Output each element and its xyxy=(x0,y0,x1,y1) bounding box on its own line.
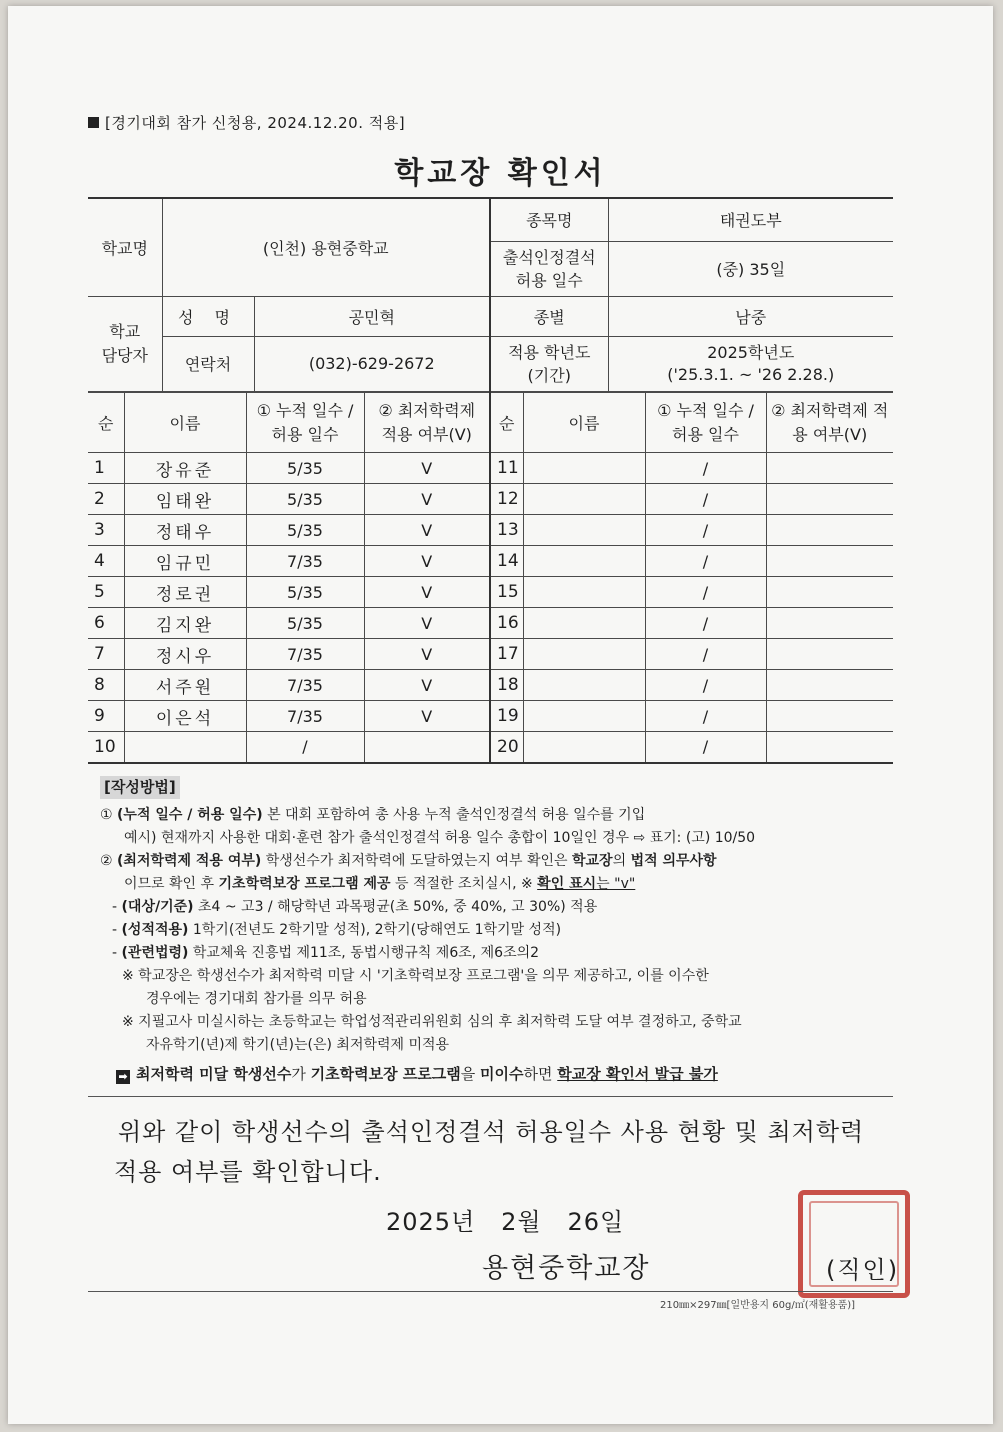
cell-check: V xyxy=(364,453,490,484)
instructions-label: [작성방법] xyxy=(100,776,180,799)
cell-days: 5/35 xyxy=(246,453,364,484)
circle-2: ② xyxy=(100,853,113,869)
cell-days: / xyxy=(645,701,766,732)
warning-g: 학교장 확인서 발급 불가 xyxy=(557,1065,718,1083)
cell-name: 정로권 xyxy=(124,577,246,608)
roster-header-row xyxy=(88,393,893,453)
writing-instructions xyxy=(100,776,900,1086)
instruction-2-cont xyxy=(100,873,900,896)
cell-name xyxy=(523,453,645,484)
cell-check xyxy=(364,732,490,763)
cell-days: / xyxy=(645,577,766,608)
cell-days: / xyxy=(645,670,766,701)
seal-label: (직인) xyxy=(826,1256,900,1284)
cell-name: 장유준 xyxy=(124,453,246,484)
page-title: 학교장 확인서 xyxy=(394,156,607,191)
instruction-2-bold2: 학교장 xyxy=(572,853,613,869)
warning-e: 미이수 xyxy=(480,1065,524,1083)
school-name-label: 학교명 xyxy=(88,198,162,296)
cell-no: 20 xyxy=(490,732,523,763)
instruction-target: - (대상/기준) 초4 ~ 고3 / 해당학년 과목평균(초 50%, 중 40%, 고 30%) 적용 xyxy=(112,899,598,915)
instruction-note-2: ※ 지필고사 미실시하는 초등학교는 학업성적관리위원회 심의 후 최저학력 도달 여부 결정하고, 중학교 xyxy=(122,1014,742,1030)
issue-date: 2025년 2월 26일 xyxy=(386,1208,625,1236)
cell-name: 김지완 xyxy=(124,608,246,639)
school-info-table xyxy=(88,197,893,392)
cell-days: 5/35 xyxy=(246,577,364,608)
manager-label: 학교 담당자 xyxy=(88,296,162,391)
cell-days: 7/35 xyxy=(246,546,364,577)
cell-days: / xyxy=(645,608,766,639)
cell-days: / xyxy=(645,515,766,546)
cell-name xyxy=(523,701,645,732)
cell-check xyxy=(766,732,893,763)
table-row xyxy=(88,546,893,577)
absence-days-label: 출석인정결석 허용 일수 xyxy=(490,241,608,296)
cell-no: 12 xyxy=(490,484,523,515)
cell-no: 5 xyxy=(88,577,124,608)
cell-name: 정시우 xyxy=(124,639,246,670)
table-row xyxy=(88,670,893,701)
cell-days: 7/35 xyxy=(246,670,364,701)
cell-name xyxy=(523,515,645,546)
warning-f: 하면 xyxy=(523,1065,558,1083)
cell-check: V xyxy=(364,484,490,515)
cell-no: 1 xyxy=(88,453,124,484)
header-no: 순 xyxy=(88,393,124,453)
cell-no: 14 xyxy=(490,546,523,577)
cell-no: 2 xyxy=(88,484,124,515)
cell-name xyxy=(124,732,246,763)
instruction-2-cont-bold: 기초학력보장 프로그램 제공 xyxy=(218,876,391,892)
cell-no: 15 xyxy=(490,577,523,608)
warning-b: 가 xyxy=(291,1065,311,1083)
instruction-2 xyxy=(100,850,900,873)
cell-name xyxy=(523,546,645,577)
cell-no: 13 xyxy=(490,515,523,546)
sport-label: 종목명 xyxy=(490,198,608,241)
instruction-2-cont-text: 이므로 확인 후 xyxy=(124,876,219,892)
confirmation-statement xyxy=(114,1112,908,1192)
manager-name-label: 성 명 xyxy=(162,296,254,336)
square-bullet-icon xyxy=(88,117,99,128)
instruction-note-2-cont: 자유학기(년)제 학기(년)는(은) 최저학력제 미적용 xyxy=(146,1037,450,1053)
cell-check: V xyxy=(364,701,490,732)
instruction-1 xyxy=(100,804,900,827)
header-name: 이름 xyxy=(124,393,246,453)
instruction-2-bold3: 법적 의무사항 xyxy=(630,853,717,869)
instruction-note-1-cont: 경우에는 경기대회 참가를 의무 허용 xyxy=(146,991,367,1007)
contact-label: 연락처 xyxy=(162,336,254,391)
cell-no: 9 xyxy=(88,701,124,732)
table-row xyxy=(88,639,893,670)
manager-name-value: 공민혁 xyxy=(254,296,490,336)
cell-name xyxy=(523,670,645,701)
instruction-2-cont-text2: 등 적절한 조치실시, ※ xyxy=(390,876,538,892)
instruction-grades-bold: (성적적용) xyxy=(121,922,189,938)
school-year-period: ('25.3.1. ~ '26 2.28.) xyxy=(667,364,835,384)
school-name-value: (인천) 용현중학교 xyxy=(162,198,490,296)
cell-name xyxy=(523,732,645,763)
warning-c: 기초학력보장 프로그램 xyxy=(310,1065,461,1083)
cell-days: 7/35 xyxy=(246,701,364,732)
table-row xyxy=(88,608,893,639)
cell-days: 5/35 xyxy=(246,608,364,639)
principal-name: 용현중학교장 xyxy=(482,1253,651,1284)
header-min-academic: ② 최저학력제 적용 여부(V) xyxy=(364,393,490,453)
cell-check xyxy=(766,453,893,484)
cell-name: 정태우 xyxy=(124,515,246,546)
table-row xyxy=(88,515,893,546)
instruction-2-text2: 의 xyxy=(612,853,631,869)
warning-a: 최저학력 미달 학생선수 xyxy=(136,1065,292,1083)
cell-check xyxy=(766,608,893,639)
cell-no: 11 xyxy=(490,453,523,484)
header-no-2: 순 xyxy=(490,393,523,453)
cell-no: 17 xyxy=(490,639,523,670)
cell-name xyxy=(523,639,645,670)
athlete-roster-table xyxy=(88,392,893,764)
header-min-academic-2: ② 최저학력제 적용 여부(V) xyxy=(766,393,893,453)
cell-no: 10 xyxy=(88,732,124,763)
header-note xyxy=(88,112,405,133)
instruction-1-bold: (누적 일수 / 허용 일수) xyxy=(117,807,263,823)
instruction-target-bold: (대상/기준) xyxy=(121,899,194,915)
cell-days: / xyxy=(645,732,766,763)
school-year-value: 2025학년도 xyxy=(707,342,795,362)
cell-no: 16 xyxy=(490,608,523,639)
cell-no: 3 xyxy=(88,515,124,546)
cell-check: V xyxy=(364,670,490,701)
instruction-grades-text: 1학기(전년도 2학기말 성적), 2학기(당해연도 1학기말 성적) xyxy=(188,922,562,938)
cell-days: / xyxy=(645,546,766,577)
cell-days: / xyxy=(645,453,766,484)
header-days: ① 누적 일수 / 허용 일수 xyxy=(246,393,364,453)
header-days-2: ① 누적 일수 / 허용 일수 xyxy=(645,393,766,453)
cell-check: V xyxy=(364,577,490,608)
header-name-2: 이름 xyxy=(523,393,645,453)
cell-days: 5/35 xyxy=(246,515,364,546)
cell-name: 이은석 xyxy=(124,701,246,732)
instruction-law-text: 학교체육 진흥법 제11조, 동법시행규칙 제6조, 제6조의2 xyxy=(188,945,540,961)
cell-check: V xyxy=(364,546,490,577)
gender-value: 남중 xyxy=(608,296,893,336)
cell-no: 19 xyxy=(490,701,523,732)
cell-name: 임규민 xyxy=(124,546,246,577)
divider-bottom xyxy=(88,1291,893,1292)
document-page xyxy=(8,6,993,1424)
instruction-2-cont-text3: 는 "v" xyxy=(596,876,636,892)
table-row xyxy=(88,701,893,732)
cell-name xyxy=(523,608,645,639)
table-row xyxy=(88,484,893,515)
instruction-target-text: 초4 ~ 고3 / 해당학년 과목평균(초 50%, 중 40%, 고 30%) 적용 xyxy=(193,899,598,915)
instruction-1-example: 예시) 현재까지 사용한 대회·훈련 참가 출석인정결석 허용 일수 총합이 10일인 경우 ⇨ 표기: (고) 10/50 xyxy=(124,830,756,846)
divider-top xyxy=(88,1096,893,1097)
instruction-2-bold: (최저학력제 적용 여부) xyxy=(117,853,262,869)
cell-days: 5/35 xyxy=(246,484,364,515)
school-year-label: 적용 학년도 (기간) xyxy=(490,336,608,391)
cell-name xyxy=(523,484,645,515)
cell-check xyxy=(766,701,893,732)
instruction-note-1: ※ 학교장은 학생선수가 최저학력 미달 시 '기초학력보장 프로그램'을 의무 제공하고, 이를 이수한 xyxy=(122,968,709,984)
school-year-cell xyxy=(608,336,893,391)
cell-check: V xyxy=(364,639,490,670)
instruction-grades: - (성적적용) 1학기(전년도 2학기말 성적), 2학기(당해연도 1학기말 성적) xyxy=(112,922,562,938)
cell-check xyxy=(766,639,893,670)
cell-no: 4 xyxy=(88,546,124,577)
sport-value: 태권도부 xyxy=(608,198,893,241)
cell-no: 18 xyxy=(490,670,523,701)
cell-check xyxy=(766,515,893,546)
absence-days-value: (중) 35일 xyxy=(608,241,893,296)
circle-1: ① xyxy=(100,807,113,823)
gender-label: 종별 xyxy=(490,296,608,336)
issuance-warning xyxy=(100,1063,900,1086)
instruction-2-text: 학생선수가 최저학력에 도달하였는지 여부 확인은 xyxy=(261,853,572,869)
cell-days: / xyxy=(246,732,364,763)
instruction-1-text: 본 대회 포함하여 총 사용 누적 출석인정결석 허용 일수를 기입 xyxy=(262,807,646,823)
cell-check: V xyxy=(364,608,490,639)
paper-spec: 210㎜×297㎜[일반용지 60g/㎡(재활용품)] xyxy=(660,1300,856,1311)
cell-days: / xyxy=(645,639,766,670)
instruction-2-cont-bold2: 확인 표시 xyxy=(537,876,597,892)
cell-check xyxy=(766,577,893,608)
cell-days: / xyxy=(645,484,766,515)
confirmation-line-2: 적용 여부를 확인합니다. xyxy=(114,1158,382,1186)
cell-no: 8 xyxy=(88,670,124,701)
warning-d: 을 xyxy=(460,1065,481,1083)
arrow-box-icon: ➡ xyxy=(116,1070,130,1084)
cell-check xyxy=(766,484,893,515)
header-note-text: [경기대회 참가 신청용, 2024.12.20. 적용] xyxy=(105,114,406,132)
instruction-law: - (관련법령) 학교체육 진흥법 제11조, 동법시행규칙 제6조, 제6조의2 xyxy=(112,945,540,961)
contact-value: (032)-629-2672 xyxy=(254,336,490,391)
instruction-law-bold: (관련법령) xyxy=(121,945,189,961)
cell-check xyxy=(766,546,893,577)
table-row xyxy=(88,732,893,763)
cell-name: 서주원 xyxy=(124,670,246,701)
table-row xyxy=(88,453,893,484)
cell-check: V xyxy=(364,515,490,546)
cell-no: 7 xyxy=(88,639,124,670)
cell-name xyxy=(523,577,645,608)
cell-check xyxy=(766,670,893,701)
confirmation-line-1: 위와 같이 학생선수의 출석인정결석 허용일수 사용 현황 및 최저학력 xyxy=(118,1118,865,1146)
cell-no: 6 xyxy=(88,608,124,639)
table-row xyxy=(88,577,893,608)
cell-days: 7/35 xyxy=(246,639,364,670)
cell-name: 임태완 xyxy=(124,484,246,515)
